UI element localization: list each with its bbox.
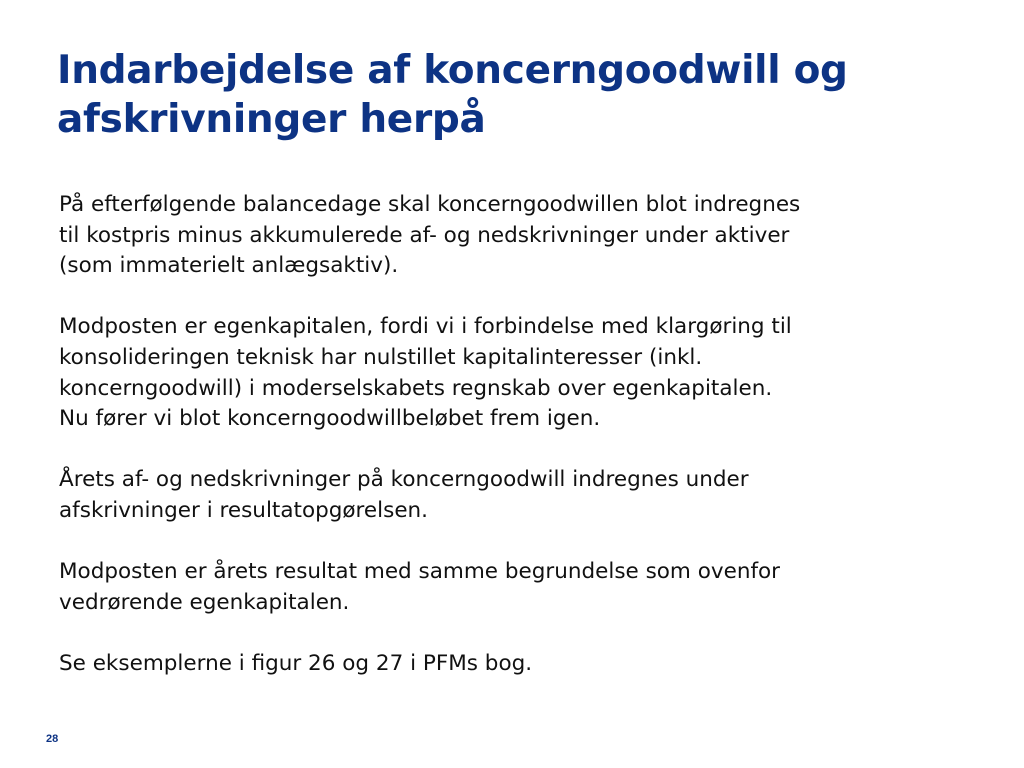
- slide-title-line: Indarbejdelse af koncerngoodwill og: [57, 48, 848, 93]
- slide-title: [57, 46, 1007, 144]
- text-line: vedrørende egenkapitalen.: [59, 589, 350, 615]
- slide-title-line: afskrivninger herpå: [57, 97, 486, 142]
- text-line: afskrivninger i resultatopgørelsen.: [59, 497, 429, 523]
- body-paragraph-carrying-value: [59, 190, 979, 282]
- text-line: konsolideringen teknisk har nulstillet kapitalinteresser (inkl.: [59, 344, 703, 370]
- text-line: Se eksemplerne i figur 26 og 27 i PFMs bog.: [59, 650, 533, 676]
- slide-body: [59, 190, 979, 710]
- body-paragraph-result-offset: [59, 557, 979, 618]
- body-paragraph-reference: [59, 649, 979, 680]
- body-paragraph-amortisation: [59, 465, 979, 526]
- text-line: På efterfølgende balancedage skal koncerngoodwillen blot indregnes: [59, 192, 801, 217]
- text-line: til kostpris minus akkumulerede af- og nedskrivninger under aktiver: [59, 222, 790, 248]
- text-line: Modposten er egenkapitalen, fordi vi i forbindelse med klargøring til: [59, 314, 792, 340]
- page-number: 28: [46, 733, 59, 745]
- text-line: Modposten er årets resultat med samme begrundelse som ovenfor: [59, 559, 781, 585]
- text-line: Nu fører vi blot koncerngoodwillbeløbet frem igen.: [59, 406, 601, 432]
- text-line: (som immaterielt anlægsaktiv).: [59, 253, 399, 279]
- text-line: Årets af- og nedskrivninger på koncerngoodwill indregnes under: [59, 467, 749, 493]
- text-line: koncerngoodwill) i moderselskabets regnskab over egenkapitalen.: [59, 375, 773, 401]
- body-paragraph-equity-offset: [59, 312, 979, 434]
